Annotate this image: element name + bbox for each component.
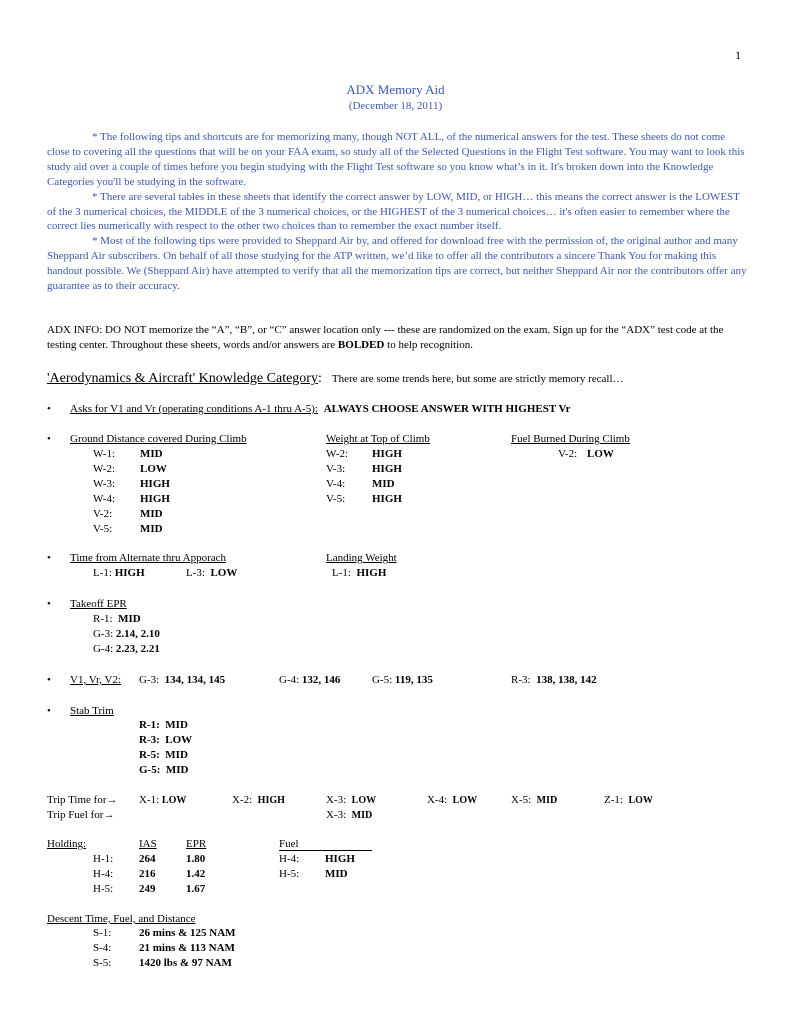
- bullet-icon: •: [47, 598, 51, 610]
- v1vr-answer: ALWAYS CHOOSE ANSWER WITH HIGHEST Vr: [323, 403, 571, 415]
- row-label: G-4:: [93, 643, 114, 655]
- row-label: W-2:: [326, 448, 348, 460]
- row-epr: 1.80: [186, 853, 206, 865]
- row-value: MID: [165, 764, 189, 776]
- descent-header: Descent Time, Fuel, and Distance: [47, 913, 196, 925]
- intro-paragraph: [47, 234, 747, 294]
- time-alternate-header: Time from Alternate thru Apporach: [70, 552, 227, 564]
- row-label: V-4:: [326, 478, 346, 490]
- row-label: R-5:: [139, 749, 160, 761]
- trip-time-item: [232, 793, 285, 808]
- row-epr: 1.42: [186, 868, 206, 880]
- list-item: [93, 522, 170, 537]
- intro-paragraph: [47, 130, 747, 190]
- row-label: L-3:: [186, 567, 205, 579]
- list-item: [139, 718, 192, 733]
- row-value: HIGH: [114, 567, 145, 579]
- table-row: [93, 867, 205, 882]
- list-item: [93, 627, 160, 642]
- row-label: W-2:: [93, 463, 115, 475]
- list-item: [558, 447, 614, 462]
- row-value: 1420 lbs & 97 NAM: [139, 957, 232, 969]
- time-alternate-item: [93, 566, 145, 580]
- row-value: HIGH: [372, 493, 402, 505]
- table-row: [93, 882, 205, 897]
- landing-weight-item: [332, 566, 386, 580]
- row-label: S-5:: [93, 957, 112, 969]
- row-value: MID: [140, 508, 163, 520]
- row-label: R-3:: [511, 674, 531, 686]
- holding-table: [93, 852, 205, 897]
- holding-fuel-list: [279, 852, 355, 882]
- takeoff-epr-header: Takeoff EPR: [70, 598, 127, 610]
- row-value: 132, 146: [301, 674, 341, 686]
- list-item: [93, 477, 170, 492]
- landing-weight-header: Landing Weight: [326, 552, 397, 564]
- row-value: MID: [165, 749, 188, 761]
- bullet-icon: •: [47, 403, 51, 415]
- row-value: MID: [372, 478, 395, 490]
- category-title: 'Aerodynamics & Aircraft' Knowledge Category: [47, 371, 318, 386]
- list-item: [326, 477, 402, 492]
- trip-time-label: [47, 793, 118, 807]
- v1vrv2-item: [279, 673, 340, 687]
- trip-fuel-item: [326, 808, 372, 823]
- row-value: LOW: [210, 567, 238, 579]
- row-label: G-3:: [139, 674, 160, 686]
- row-value: 26 mins & 125 NAM: [139, 927, 236, 939]
- ground-distance-header: Ground Distance covered During Climb: [70, 433, 247, 445]
- row-label: V-2:: [93, 508, 113, 520]
- adx-info-text-end: to help recognition.: [384, 339, 473, 351]
- list-item: [93, 462, 170, 477]
- row-value: LOW: [587, 448, 614, 460]
- adx-info-bold: BOLDED: [337, 339, 385, 351]
- list-item: [93, 642, 160, 657]
- row-value: MID: [118, 613, 141, 625]
- fuel-header-text: Fuel: [279, 838, 299, 850]
- row-label: H-5:: [279, 868, 300, 880]
- row-label: V-5:: [326, 493, 346, 505]
- row-label: G-5:: [372, 674, 393, 686]
- weight-top-header: Weight at Top of Climb: [326, 433, 430, 445]
- row-value: HIGH: [356, 567, 387, 579]
- row-value: LOW: [628, 795, 653, 806]
- row-label: W-3:: [93, 478, 115, 490]
- page-number: 1: [735, 48, 741, 62]
- stab-trim-list: [139, 718, 192, 778]
- row-label: X-2:: [232, 794, 253, 806]
- stab-trim-header: Stab Trim: [70, 705, 114, 717]
- row-value: 21 mins & 113 NAM: [139, 942, 235, 954]
- row-value: LOW: [161, 795, 187, 806]
- fuel-burned-header: Fuel Burned During Climb: [511, 433, 630, 445]
- row-value: MID: [351, 810, 373, 821]
- fuel-burned-list: [558, 447, 614, 462]
- list-item: [139, 748, 192, 763]
- row-value: HIGH: [325, 853, 355, 865]
- bullet-icon: •: [47, 674, 51, 686]
- category-colon: :: [317, 371, 322, 386]
- row-label: Z-1:: [604, 794, 623, 806]
- row-ias: 249: [139, 883, 156, 895]
- bullet-icon: •: [47, 705, 51, 717]
- row-label: V-3:: [326, 463, 346, 475]
- row-label: V-2:: [558, 448, 578, 460]
- holding-header: Holding:: [47, 838, 87, 850]
- row-label: X-3:: [326, 794, 347, 806]
- row-label: W-1:: [93, 448, 115, 460]
- document-title: ADX Memory Aid: [346, 82, 445, 97]
- v1vrv2-item: [139, 673, 225, 687]
- arrow-right-icon: →: [106, 794, 118, 806]
- trip-time-item: [427, 793, 477, 808]
- row-value: MID: [140, 523, 163, 535]
- list-item: [326, 492, 402, 507]
- list-item: [326, 462, 402, 477]
- row-label: V-5:: [93, 523, 113, 535]
- intro-block: [47, 130, 747, 294]
- list-item: [93, 492, 170, 507]
- row-value: 2.23, 2.21: [115, 643, 160, 655]
- trip-time-item: [139, 793, 186, 808]
- list-item: [93, 941, 236, 956]
- v1vr-label: Asks for V1 and Vr (operating conditions A-1 thru A-5):: [70, 403, 318, 415]
- row-label: G-5:: [139, 764, 161, 776]
- list-item: [93, 447, 170, 462]
- intro-text: * There are several tables in these sheets that identify the correct answer by LOW, MID, or HIGH… this means the correct answer is the LOWEST of the 3 numerical choices, the MIDDLE of the 3 numerical choices, or the HIGHEST of the 3 numerical choices… it's often easier to remember where the correct lies numerically with respect to the other two choices than to remember the exact number itself.: [47, 190, 740, 233]
- row-value: MID: [140, 448, 163, 460]
- time-alternate-item: [186, 566, 237, 580]
- row-label: X-4:: [427, 794, 448, 806]
- row-value: HIGH: [140, 478, 170, 490]
- intro-text: * The following tips and shortcuts are for memorizing many, though NOT ALL, of the numerical answers for the test. These sheets do not come close to covering all the questions that will be on your FAA exam, so study all of the Selected Questions in the Flight Test software. You may want to look this study aid over a couple of times before you begin studying with the Flight Test software so you know what’s in it. It's broken down into the Knowledge Categories you'll be studying in the software.: [47, 131, 745, 188]
- trip-time-item: [511, 793, 557, 808]
- intro-text: * Most of the following tips were provided to Sheppard Air by, and offered for download free with the permission of, the original author and many Sheppard Air subscribers. On behalf of all those studying for the ATP written, we’d like to offer all the contributors a sincere Thank You for making this handout possible. We (Sheppard Air) have attempted to verify that all the memorization tips are correct, but neither Sheppard Air nor the contributors offer any guarantee as to their accuracy.: [47, 235, 747, 293]
- row-label: S-4:: [93, 942, 112, 954]
- list-item: [93, 612, 160, 627]
- v1vrv2-header: V1, Vr, V2:: [70, 674, 122, 686]
- row-value: 138, 138, 142: [536, 674, 597, 686]
- ground-distance-list: [93, 447, 170, 537]
- row-label: L-1:: [93, 567, 112, 579]
- row-value: 119, 135: [394, 674, 433, 686]
- category-heading: [47, 369, 624, 388]
- row-label: H-4:: [93, 868, 114, 880]
- row-value: LOW: [165, 734, 193, 746]
- row-value: 134, 134, 145: [164, 674, 226, 686]
- weight-top-list: [326, 447, 402, 507]
- row-label: R-1:: [139, 719, 160, 731]
- category-note: There are some trends here, but some are strictly memory recall…: [331, 373, 624, 385]
- list-item: [326, 447, 402, 462]
- trip-time-item: [604, 793, 653, 808]
- list-item: [279, 867, 355, 882]
- row-value: MID: [536, 795, 558, 806]
- trip-time-item: [326, 793, 376, 808]
- list-item: [93, 956, 236, 971]
- row-label: H-1:: [93, 853, 114, 865]
- row-value: LOW: [351, 795, 377, 806]
- row-value: LOW: [452, 795, 478, 806]
- holding-fuel-header: [279, 837, 372, 851]
- row-epr: 1.67: [186, 883, 206, 895]
- row-ias: 264: [139, 853, 156, 865]
- descent-list: [93, 926, 236, 971]
- row-label: X-1:: [139, 794, 160, 806]
- row-value: HIGH: [140, 493, 170, 505]
- arrow-right-icon: →: [103, 809, 115, 821]
- trip-time-text: Trip Time for: [47, 794, 107, 806]
- bullet-icon: •: [47, 552, 51, 564]
- row-label: H-4:: [279, 853, 300, 865]
- holding-ias-header: IAS: [139, 838, 157, 850]
- adx-info: [47, 323, 747, 353]
- row-label: S-1:: [93, 927, 112, 939]
- holding-epr-header: EPR: [186, 838, 207, 850]
- list-item: [93, 507, 170, 522]
- row-value: MID: [325, 868, 348, 880]
- adx-info-text: ADX INFO: DO NOT memorize the “A”, “B”, or “C” answer location only --- these are randomized on the exam. Sign up for the “ADX” test code at the testing center. Throughout these sheets, words and/or answers are: [47, 324, 724, 351]
- row-label: G-3:: [93, 628, 114, 640]
- row-label: H-5:: [93, 883, 114, 895]
- list-item: [93, 926, 236, 941]
- row-value: LOW: [140, 463, 167, 475]
- row-value: HIGH: [257, 795, 285, 806]
- row-value: HIGH: [372, 463, 402, 475]
- table-row: [93, 852, 205, 867]
- v1vr-item: [70, 402, 571, 416]
- row-label: R-3:: [139, 734, 160, 746]
- takeoff-epr-list: [93, 612, 160, 657]
- row-value: HIGH: [372, 448, 402, 460]
- list-item: [279, 852, 355, 867]
- document-date: (December 18, 2011): [348, 100, 443, 112]
- row-label: G-4:: [279, 674, 300, 686]
- row-value: 2.14, 2.10: [115, 628, 160, 640]
- row-value: MID: [165, 719, 188, 731]
- row-label: X-3:: [326, 809, 347, 821]
- intro-paragraph: [47, 190, 747, 235]
- list-item: [139, 733, 192, 748]
- list-item: [139, 763, 192, 778]
- row-label: R-1:: [93, 613, 113, 625]
- trip-fuel-text: Trip Fuel for: [47, 809, 104, 821]
- row-label: X-5:: [511, 794, 532, 806]
- trip-fuel-label: [47, 808, 114, 822]
- v1vrv2-item: [372, 673, 433, 687]
- v1vrv2-item: [511, 673, 597, 687]
- bullet-icon: •: [47, 433, 51, 445]
- row-ias: 216: [139, 868, 156, 880]
- row-label: W-4:: [93, 493, 115, 505]
- row-label: L-1:: [332, 567, 351, 579]
